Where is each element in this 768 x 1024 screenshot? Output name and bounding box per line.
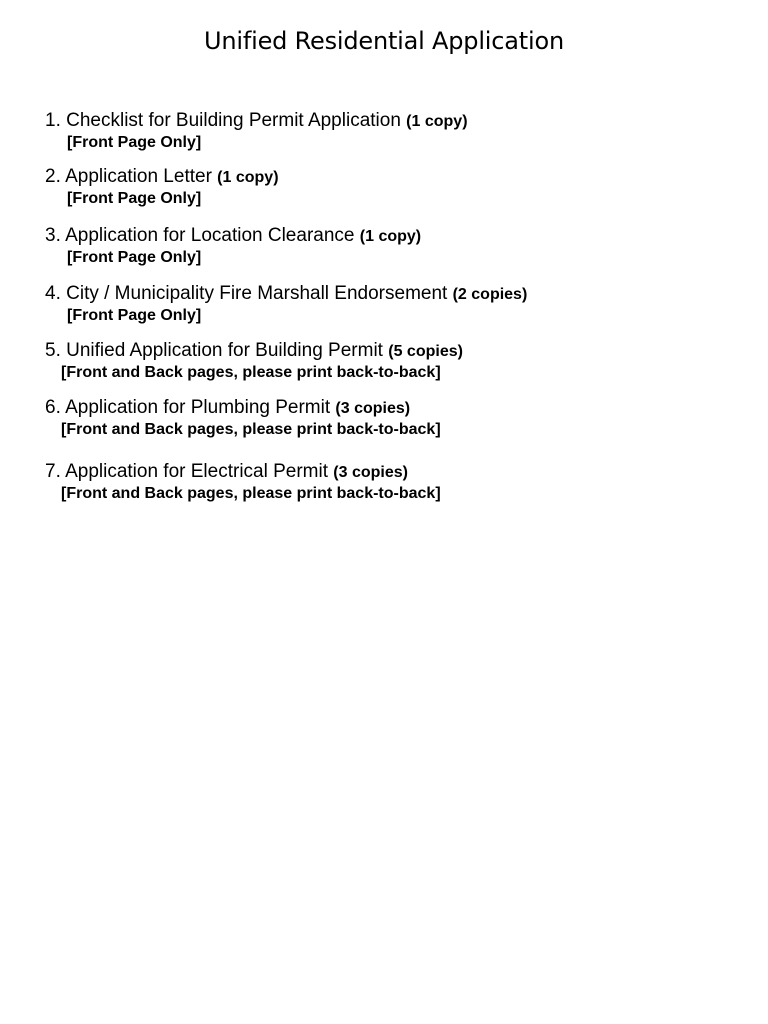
item-label: 2. Application Letter [45,166,212,187]
item-label: 5. Unified Application for Building Permit [45,340,383,361]
item-note: [Front Page Only] [67,249,202,266]
item-quantity: (3 copies) [335,400,411,417]
list-item [45,283,745,325]
list-item [45,110,745,152]
item-quantity: (1 copy) [359,228,422,245]
item-label: 6. Application for Plumbing Permit [45,397,331,418]
item-line [45,461,745,484]
item-note: [Front and Back pages, please print back-to-back] [61,421,441,438]
item-label: 3. Application for Location Clearance [45,225,355,246]
item-quantity: (3 copies) [333,464,408,481]
item-line [45,225,745,248]
item-note: [Front and Back pages, please print back-to-back] [61,485,441,502]
list-item [45,461,745,503]
item-line [45,110,745,133]
list-item [45,397,745,439]
item-line [45,166,745,189]
list-item [45,340,745,382]
item-line [45,397,745,420]
item-line [45,340,745,363]
item-note: [Front and Back pages, please print back-to-back] [61,364,441,381]
item-note: [Front Page Only] [67,190,202,207]
item-quantity: (2 copies) [452,286,528,303]
item-note: [Front Page Only] [67,307,202,324]
item-quantity: (5 copies) [388,343,463,360]
item-line [45,283,745,306]
item-label: 7. Application for Electrical Permit [45,461,329,482]
item-quantity: (1 copy) [406,113,468,130]
item-note: [Front Page Only] [67,134,202,151]
item-quantity: (1 copy) [217,169,279,186]
page-title: Unified Residential Application [204,27,564,55]
item-label: 1. Checklist for Building Permit Application [45,110,401,131]
list-item [45,166,745,208]
list-item [45,225,745,267]
item-label: 4. City / Municipality Fire Marshall Endorsement [45,283,448,304]
